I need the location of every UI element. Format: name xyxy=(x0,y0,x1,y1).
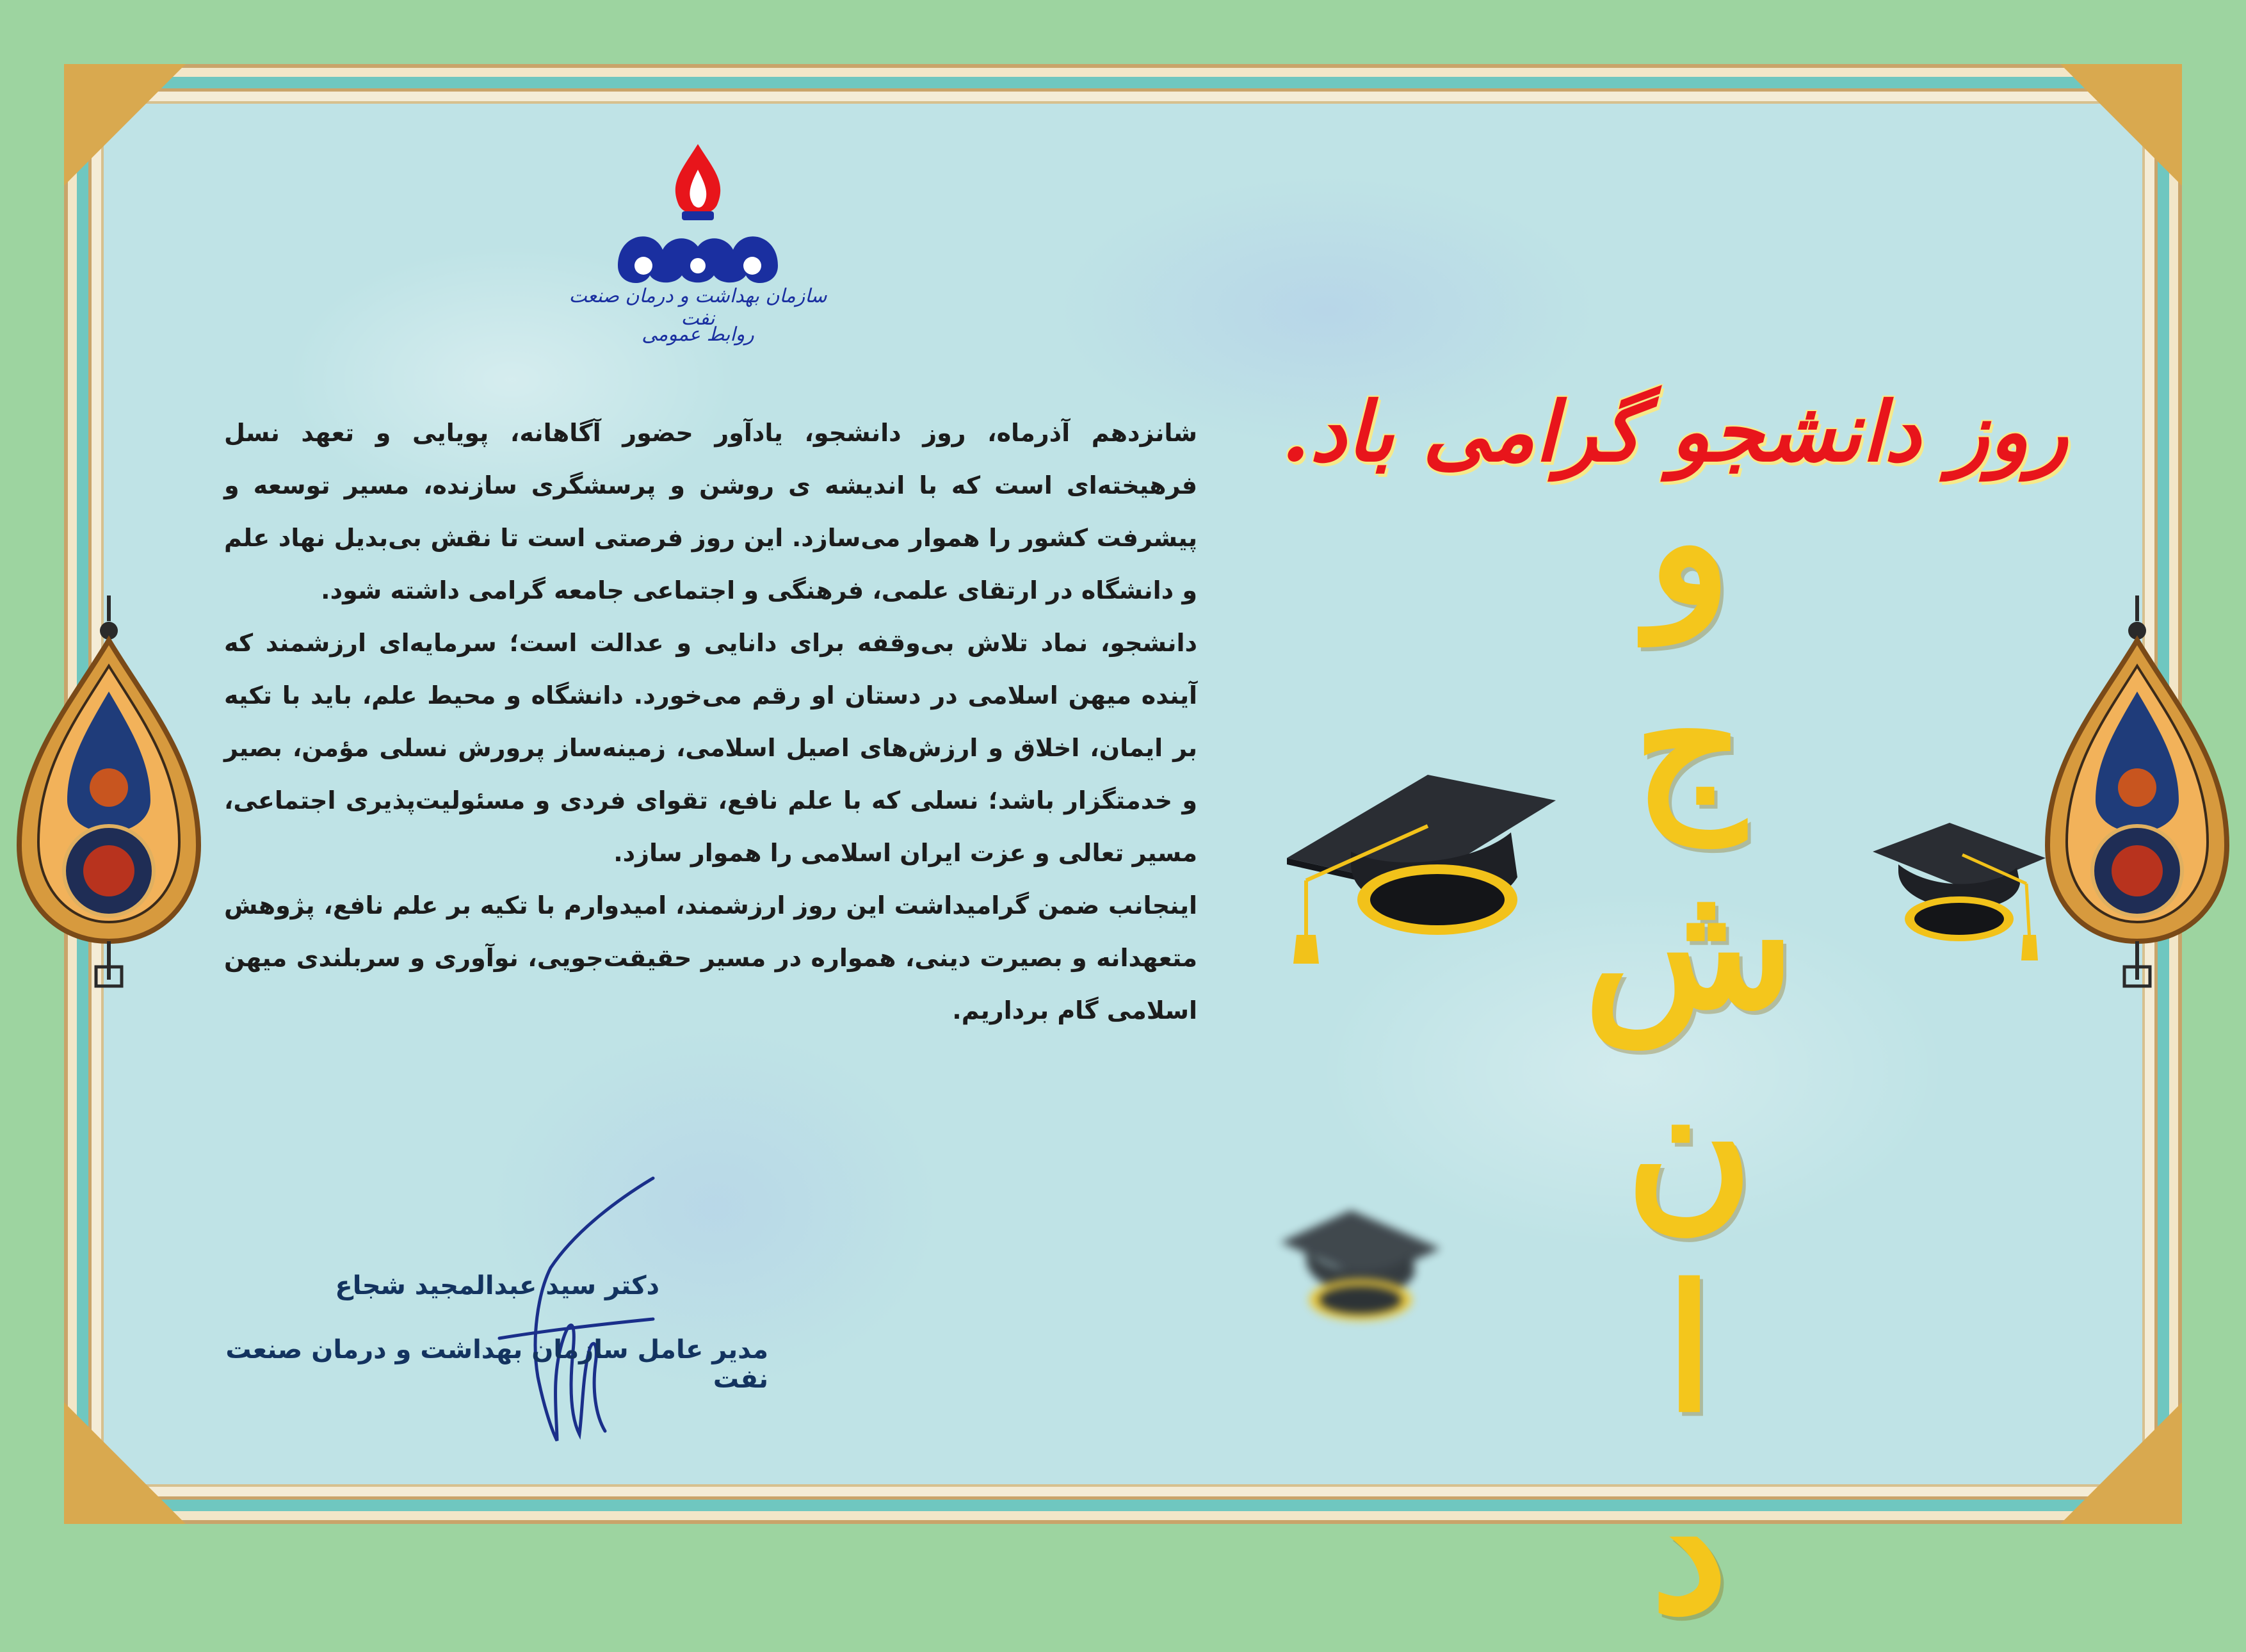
message-paragraph: شانزدهم آذرماه، روز دانشجو، یادآور حضور آگاهانه، پویایی و تعهد نسل فرهیخته‌ای است که با اندیشه ی روشن و پرسشگری سازنده، مسیر توسعه و پیشرفت کشور را هموار می‌سازد. این روز فرصتی است تا نقش بی‌بدیل نهاد علم و دانشگاه در ارتقای علمی، فرهنگی و اجتماعی جامعه گرامی داشته شود. xyxy=(224,419,1197,604)
graduation-cap-icon xyxy=(1274,1197,1447,1338)
islamic-teardrop-ornament-icon xyxy=(13,595,205,992)
message-paragraph: اینجانب ضمن گرامیداشت این روز ارزشمند، امیدوارم با تکیه بر علم نافع، پژوهش متعهدانه و بصیرت دینی، همواره در مسیر حقیقت‌جویی، نوآوری و سربلندی میهن اسلامی گام برداریم. xyxy=(224,891,1197,1024)
corner-ornament-bottom-left xyxy=(64,1402,186,1524)
islamic-teardrop-ornament-icon xyxy=(2041,595,2233,992)
graduation-cap-icon xyxy=(1281,736,1562,967)
corner-ornament-bottom-right xyxy=(2060,1402,2182,1524)
handwritten-signature xyxy=(461,1172,666,1454)
signatory-title: مدیر عامل سازمان بهداشت و درمان صنعت نفت xyxy=(225,1335,768,1394)
corner-ornament-top-left xyxy=(64,64,186,186)
graduation-cap-icon xyxy=(1866,813,2052,967)
logo-department: روابط عمومی xyxy=(642,323,754,346)
message-paragraph: دانشجو، نماد تلاش بی‌وقفه برای دانایی و عدالت است؛ سرمایه‌ای ارزشمند که آینده میهن اسلامی در دستان او رقم می‌خورد. دانشگاه و محیط علم، باید با تکیه بر ایمان، اخلاق و ارزش‌های اصیل اسلامی، زمینه‌ساز پرورش نسلی مؤمن، بصیر و خدمتگزار باشد؛ نسلی که با علم نافع، تقوای فردی و مسئولیت‌پذیری اجتماعی، مسیر تعالی و عزت ایران اسلامی را هموار سازد. xyxy=(224,629,1197,867)
signatory-name: دکتر سید عبدالمجید شجاع xyxy=(335,1271,659,1300)
corner-ornament-top-right xyxy=(2060,64,2182,186)
message-body xyxy=(224,407,1197,1037)
logo-org-name: سازمان بهداشت و درمان صنعت نفت xyxy=(569,285,827,330)
student-calligraphy: دانشجو xyxy=(1588,442,1792,1652)
headline: روز دانشجو گرامی باد. xyxy=(1281,384,2068,480)
